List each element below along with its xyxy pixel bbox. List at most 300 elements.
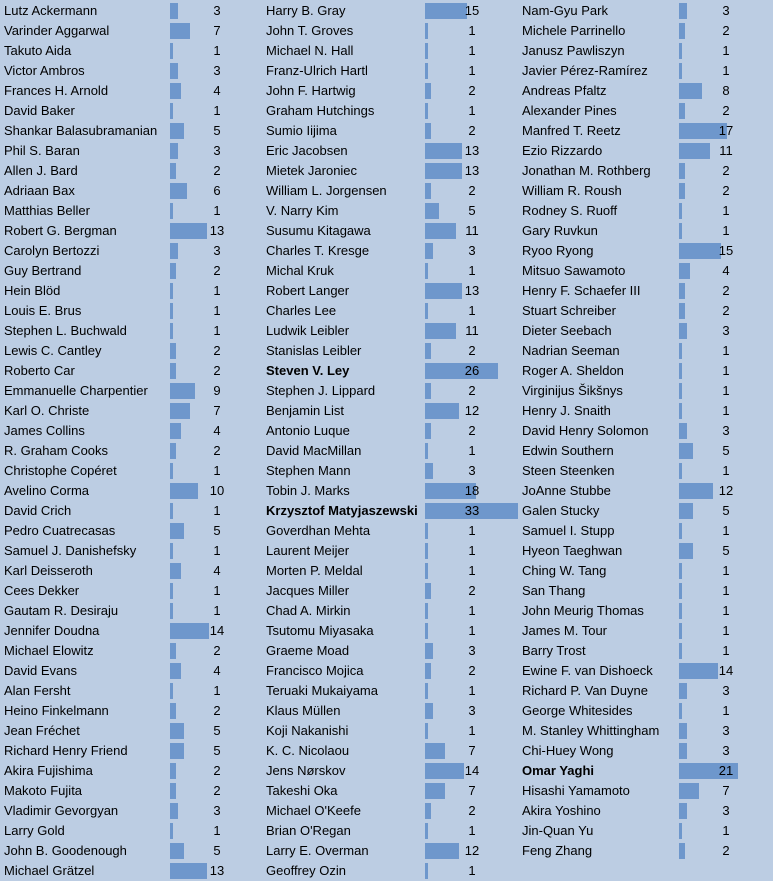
category-label: Avelino Corma	[4, 483, 90, 498]
chart-row	[4, 1, 244, 21]
chart-row	[522, 821, 773, 841]
value-label: 3	[722, 323, 730, 338]
chart-row	[522, 381, 773, 401]
bar	[170, 803, 178, 819]
category-label: Louis E. Brus	[4, 303, 82, 318]
value-label: 2	[722, 23, 730, 38]
chart-row	[4, 641, 244, 661]
value-label: 1	[722, 43, 730, 58]
chart-row	[266, 621, 516, 641]
chart-row	[4, 701, 244, 721]
bar	[679, 843, 685, 859]
bar	[425, 823, 428, 839]
category-label: Charles Lee	[266, 303, 337, 318]
bar	[425, 163, 462, 179]
bar	[170, 403, 190, 419]
chart-row	[522, 681, 773, 701]
chart-row	[4, 101, 244, 121]
value-label: 5	[213, 723, 221, 738]
category-label: Geoffrey Ozin	[266, 863, 346, 878]
value-label: 1	[213, 583, 221, 598]
chart-row	[522, 1, 773, 21]
bar	[170, 363, 176, 379]
bar	[425, 303, 428, 319]
bar	[425, 783, 445, 799]
bar	[170, 263, 176, 279]
value-label: 5	[722, 503, 730, 518]
value-label: 1	[722, 583, 730, 598]
value-label: 1	[213, 543, 221, 558]
bar	[425, 143, 462, 159]
bar	[679, 3, 687, 19]
category-label: Karl O. Christe	[4, 403, 90, 418]
chart-row	[522, 261, 773, 281]
value-label: 1	[722, 363, 730, 378]
chart-row	[522, 781, 773, 801]
value-label: 1	[468, 303, 476, 318]
category-label: Nam-Gyu Park	[522, 3, 608, 18]
category-label: Alexander Pines	[522, 103, 617, 118]
category-label: John F. Hartwig	[266, 83, 356, 98]
category-label: Robert G. Bergman	[4, 223, 117, 238]
category-label: Charles T. Kresge	[266, 243, 370, 258]
category-label: V. Narry Kim	[266, 203, 339, 218]
value-label: 2	[468, 183, 476, 198]
bar	[679, 263, 690, 279]
category-label: Richard Henry Friend	[4, 743, 128, 758]
bar	[425, 263, 428, 279]
category-label: John T. Groves	[266, 23, 354, 38]
chart-row	[266, 541, 516, 561]
value-label: 14	[209, 623, 225, 638]
chart-row	[4, 341, 244, 361]
chart-row	[522, 21, 773, 41]
chart-row	[4, 761, 244, 781]
chart-row	[266, 281, 516, 301]
chart-row	[266, 381, 516, 401]
category-label: Michael Elowitz	[4, 643, 94, 658]
value-label: 33	[464, 503, 480, 518]
value-label: 12	[464, 403, 480, 418]
chart-row	[4, 821, 244, 841]
value-label: 2	[722, 183, 730, 198]
chart-row	[4, 21, 244, 41]
value-label: 1	[722, 603, 730, 618]
chart-row	[266, 561, 516, 581]
chart-row	[266, 101, 516, 121]
value-label: 5	[213, 843, 221, 858]
chart-row	[4, 161, 244, 181]
chart-row	[522, 801, 773, 821]
bar	[679, 203, 682, 219]
category-label: JoAnne Stubbe	[522, 483, 611, 498]
chart-row	[522, 301, 773, 321]
bar	[170, 783, 176, 799]
category-label: Samuel J. Danishefsky	[4, 543, 137, 558]
bar	[170, 743, 184, 759]
category-label: Mietek Jaroniec	[266, 163, 358, 178]
chart-row	[266, 861, 516, 881]
bar	[425, 843, 459, 859]
chart-row	[266, 421, 516, 441]
bar	[679, 743, 687, 759]
bar	[425, 383, 431, 399]
value-label: 2	[468, 423, 476, 438]
value-label: 13	[209, 223, 225, 238]
chart-row	[266, 661, 516, 681]
value-label: 1	[213, 323, 221, 338]
value-label: 11	[719, 143, 733, 158]
value-label: 2	[468, 83, 476, 98]
chart-row	[522, 201, 773, 221]
category-label: Franz-Ulrich Hartl	[266, 63, 368, 78]
value-label: 1	[213, 203, 221, 218]
chart-row	[4, 141, 244, 161]
category-label: Michele Parrinello	[522, 23, 626, 38]
bar	[425, 103, 428, 119]
chart-row	[4, 361, 244, 381]
chart-row	[266, 681, 516, 701]
category-label: Stanislas Leibler	[266, 343, 362, 358]
bar	[425, 603, 428, 619]
bar	[170, 183, 187, 199]
value-label: 1	[722, 623, 730, 638]
bar	[425, 283, 462, 299]
value-label: 1	[468, 543, 476, 558]
chart-row	[522, 421, 773, 441]
chart-row	[266, 641, 516, 661]
bar	[425, 643, 433, 659]
chart-row	[266, 341, 516, 361]
chart-row	[4, 601, 244, 621]
category-label: Karl Deisseroth	[4, 563, 93, 578]
chart-row	[4, 261, 244, 281]
chart-row	[4, 241, 244, 261]
value-label: 4	[213, 563, 221, 578]
category-label: Vladimir Gevorgyan	[4, 803, 119, 818]
value-label: 1	[468, 683, 476, 698]
category-label: George Whitesides	[522, 703, 633, 718]
value-label: 2	[722, 843, 730, 858]
bar	[170, 623, 209, 639]
category-label: M. Stanley Whittingham	[522, 723, 660, 738]
category-label: Michael O'Keefe	[266, 803, 361, 818]
chart-row	[266, 301, 516, 321]
category-label: Dieter Seebach	[522, 323, 612, 338]
chart-row	[522, 241, 773, 261]
chart-row	[522, 581, 773, 601]
category-label: Laurent Meijer	[266, 543, 350, 558]
chart-row	[266, 481, 516, 501]
category-label: William L. Jorgensen	[266, 183, 387, 198]
category-label: Francisco Mojica	[266, 663, 364, 678]
value-label: 1	[468, 263, 476, 278]
bar	[170, 603, 173, 619]
category-label: Emmanuelle Charpentier	[4, 383, 148, 398]
category-label: Jin-Quan Yu	[522, 823, 594, 838]
value-label: 14	[464, 763, 480, 778]
bar	[679, 223, 682, 239]
category-label: Andreas Pfaltz	[522, 83, 607, 98]
category-label: Michal Kruk	[266, 263, 334, 278]
value-label: 1	[722, 63, 730, 78]
bar	[679, 143, 710, 159]
category-label: Edwin Southern	[522, 443, 614, 458]
chart-row	[266, 601, 516, 621]
bar	[170, 23, 190, 39]
category-label: Feng Zhang	[522, 843, 593, 858]
bar	[170, 3, 178, 19]
category-label: Cees Dekker	[4, 583, 80, 598]
bar	[170, 83, 181, 99]
category-label: Jonathan M. Rothberg	[522, 163, 651, 178]
value-label: 8	[722, 83, 730, 98]
category-label: Tsutomu Miyasaka	[266, 623, 374, 638]
bar	[170, 103, 173, 119]
bar	[679, 443, 693, 459]
chart-row	[266, 581, 516, 601]
value-label: 3	[213, 143, 221, 158]
category-label: Barry Trost	[522, 643, 586, 658]
value-label: 5	[722, 443, 730, 458]
chart-row	[522, 521, 773, 541]
category-label: Larry E. Overman	[266, 843, 369, 858]
value-label: 3	[722, 803, 730, 818]
bar	[679, 63, 682, 79]
bar	[425, 243, 433, 259]
value-label: 2	[213, 263, 221, 278]
category-label: Morten P. Meldal	[266, 563, 363, 578]
category-label: Nadrian Seeman	[522, 343, 620, 358]
value-label: 7	[468, 783, 476, 798]
chart-row	[266, 821, 516, 841]
value-label: 1	[722, 203, 730, 218]
chart-row	[266, 741, 516, 761]
value-label: 2	[213, 163, 221, 178]
category-label: Michael Grätzel	[4, 863, 95, 878]
chart-row	[4, 281, 244, 301]
category-label: Chi-Huey Wong	[522, 743, 614, 758]
category-label: David MacMillan	[266, 443, 362, 458]
category-label: Hyeon Taeghwan	[522, 543, 623, 558]
category-label: Makoto Fujita	[4, 783, 83, 798]
bar	[679, 523, 682, 539]
value-label: 1	[213, 283, 221, 298]
chart-row	[4, 581, 244, 601]
category-label: Galen Stucky	[522, 503, 600, 518]
category-label: Heino Finkelmann	[4, 703, 109, 718]
bar	[425, 543, 428, 559]
value-label: 13	[464, 163, 480, 178]
bar	[170, 243, 178, 259]
value-label: 3	[213, 3, 221, 18]
value-label: 7	[722, 783, 730, 798]
chart-row	[522, 361, 773, 381]
category-label: Janusz Pawliszyn	[522, 43, 625, 58]
category-label: Henry F. Schaefer III	[522, 283, 641, 298]
value-label: 3	[468, 463, 476, 478]
bar	[170, 143, 178, 159]
bar	[679, 423, 687, 439]
value-label: 3	[722, 683, 730, 698]
chart-row	[4, 421, 244, 441]
category-label: Benjamin List	[266, 403, 345, 418]
value-label: 6	[213, 183, 221, 198]
value-label: 1	[213, 463, 221, 478]
value-label: 7	[213, 403, 221, 418]
bar	[425, 203, 439, 219]
value-label: 3	[722, 723, 730, 738]
category-label: Ryoo Ryong	[522, 243, 594, 258]
value-label: 13	[209, 863, 225, 878]
chart-row	[266, 201, 516, 221]
bar	[170, 223, 207, 239]
chart-row	[4, 61, 244, 81]
category-label: Ewine F. van Dishoeck	[522, 663, 653, 678]
bar	[425, 683, 428, 699]
value-label: 4	[213, 663, 221, 678]
category-label: Varinder Aggarwal	[4, 23, 110, 38]
category-label: Shankar Balasubramanian	[4, 123, 158, 138]
value-label: 1	[213, 683, 221, 698]
category-label: Virginijus Šikšnys	[522, 383, 623, 398]
value-label: 2	[722, 163, 730, 178]
value-label: 14	[718, 663, 734, 678]
category-label: Lutz Ackermann	[4, 3, 98, 18]
value-label: 1	[722, 563, 730, 578]
value-label: 18	[464, 483, 480, 498]
bar	[170, 643, 176, 659]
value-label: 15	[718, 243, 734, 258]
chart-row	[522, 141, 773, 161]
value-label: 1	[468, 823, 476, 838]
category-label: William R. Roush	[522, 183, 622, 198]
category-label: Klaus Müllen	[266, 703, 341, 718]
value-label: 1	[722, 703, 730, 718]
bar	[425, 23, 428, 39]
bar	[425, 423, 431, 439]
category-label: Graeme Moad	[266, 643, 350, 658]
bar	[170, 523, 184, 539]
value-label: 3	[213, 63, 221, 78]
chart-row	[4, 221, 244, 241]
bar	[170, 443, 176, 459]
bar	[170, 683, 173, 699]
value-label: 1	[468, 443, 476, 458]
value-label: 12	[464, 843, 480, 858]
bar	[679, 603, 682, 619]
chart-row	[522, 841, 773, 861]
bar	[679, 323, 687, 339]
bar	[679, 623, 682, 639]
value-label: 2	[722, 283, 730, 298]
bar	[679, 403, 682, 419]
value-label: 1	[468, 603, 476, 618]
category-label: Lewis C. Cantley	[4, 343, 102, 358]
chart-row	[4, 681, 244, 701]
bar	[425, 323, 456, 339]
category-label: Roberto Car	[4, 363, 75, 378]
chart-row	[266, 521, 516, 541]
value-label: 1	[722, 223, 730, 238]
category-label: Pedro Cuatrecasas	[4, 523, 116, 538]
category-label: James Collins	[4, 423, 85, 438]
category-label: K. C. Nicolaou	[266, 743, 350, 758]
value-label: 2	[213, 343, 221, 358]
category-label: San Thang	[522, 583, 586, 598]
bar	[679, 823, 682, 839]
category-label: Manfred T. Reetz	[522, 123, 621, 138]
chart-row	[266, 801, 516, 821]
value-label: 2	[213, 443, 221, 458]
category-label: Steven V. Ley	[266, 363, 350, 378]
value-label: 1	[468, 63, 476, 78]
chart-row	[4, 661, 244, 681]
category-label: Roger A. Sheldon	[522, 363, 624, 378]
category-label: Gary Ruvkun	[522, 223, 598, 238]
value-label: 3	[468, 243, 476, 258]
category-label: R. Graham Cooks	[4, 443, 109, 458]
bar	[425, 43, 428, 59]
chart-row	[266, 441, 516, 461]
bar	[425, 403, 459, 419]
bar	[170, 203, 173, 219]
category-label: Omar Yaghi	[522, 763, 595, 778]
chart-row	[522, 221, 773, 241]
bar	[425, 83, 431, 99]
value-label: 5	[213, 743, 221, 758]
chart-row	[266, 181, 516, 201]
chart-row	[522, 701, 773, 721]
value-label: 3	[722, 743, 730, 758]
bar	[425, 183, 431, 199]
bar	[679, 503, 693, 519]
category-label: Steen Steenken	[522, 463, 615, 478]
value-label: 1	[722, 523, 730, 538]
chart-row	[4, 801, 244, 821]
value-label: 1	[213, 823, 221, 838]
value-label: 13	[464, 143, 480, 158]
bar	[425, 463, 433, 479]
chart-row	[4, 201, 244, 221]
chart-row	[4, 521, 244, 541]
category-label: Hisashi Yamamoto	[522, 783, 630, 798]
value-label: 2	[213, 643, 221, 658]
chart-row	[522, 81, 773, 101]
category-label: Tobin J. Marks	[266, 483, 350, 498]
category-label: Akira Yoshino	[522, 803, 601, 818]
bar	[425, 523, 428, 539]
bar	[425, 663, 431, 679]
chart-row	[522, 641, 773, 661]
bar	[425, 63, 428, 79]
value-label: 5	[468, 203, 476, 218]
bar	[679, 803, 687, 819]
category-label: Takuto Aida	[4, 43, 72, 58]
chart-row	[522, 121, 773, 141]
bar	[679, 343, 682, 359]
chart-row	[4, 441, 244, 461]
value-label: 1	[722, 403, 730, 418]
category-label: Guy Bertrand	[4, 263, 82, 278]
chart-row	[4, 461, 244, 481]
value-label: 5	[213, 123, 221, 138]
value-label: 4	[213, 423, 221, 438]
value-label: 26	[464, 363, 480, 378]
category-label: Henry J. Snaith	[522, 403, 611, 418]
chart-row	[266, 81, 516, 101]
chart-row	[266, 41, 516, 61]
